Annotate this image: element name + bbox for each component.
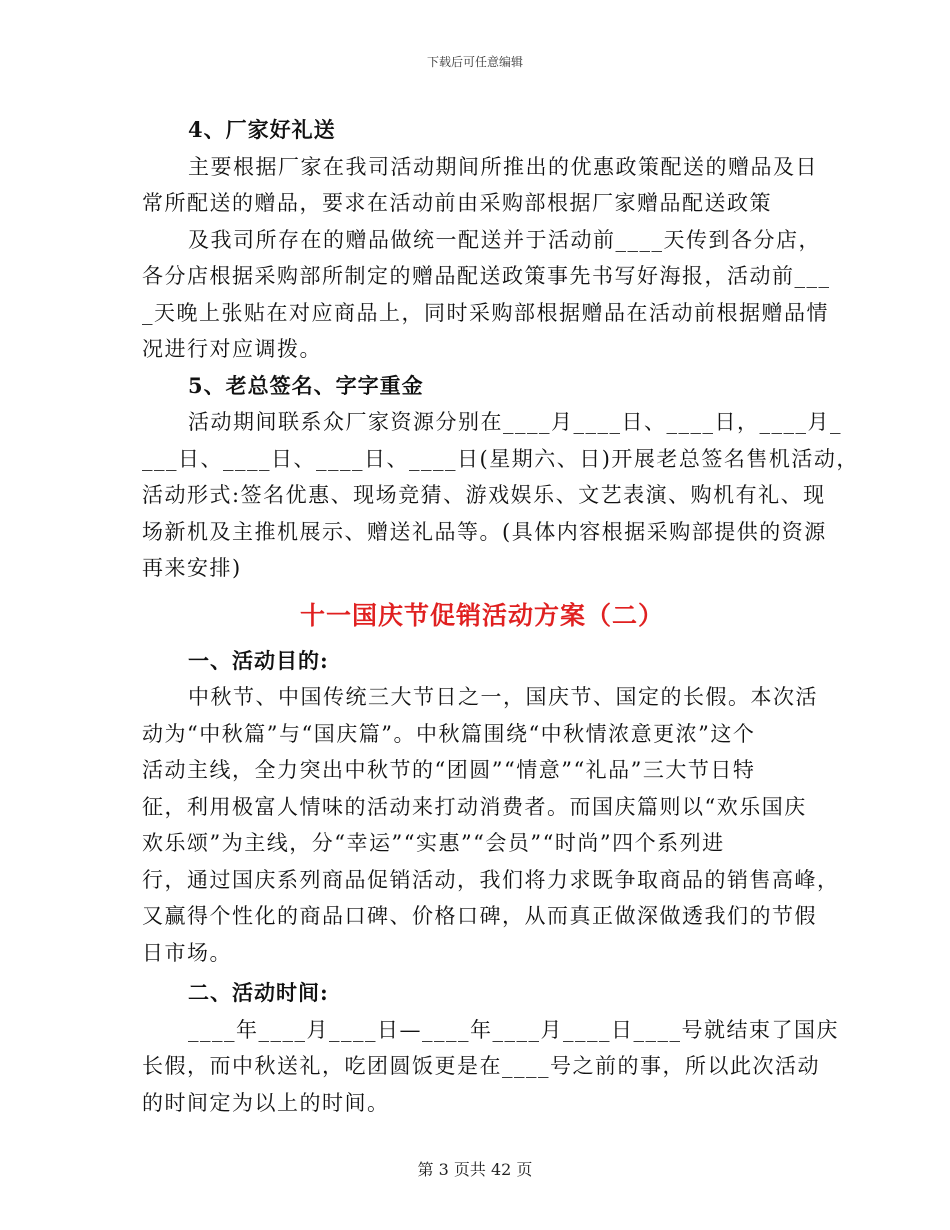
section-5-paragraph-line: 活动形式:签名优惠、现场竞猜、游戏娱乐、文艺表演、购机有礼、现 <box>142 483 826 507</box>
section-4-paragraph-line: 况进行对应调拨。 <box>142 337 322 361</box>
time-heading: 二、活动时间: <box>188 980 329 1005</box>
document-body <box>142 112 859 1121</box>
purpose-paragraph-line: 欢乐颂”为主线，分“幸运”“实惠”“会员”“时尚”四个系列进 <box>142 831 725 855</box>
purpose-paragraph-line: 又赢得个性化的商品口碑、价格口碑，从而真正做深做透我们的节假 <box>142 904 817 928</box>
section-4-paragraph-line: 常所配送的赠品，要求在活动前由采购部根据厂家赠品配送政策 <box>142 191 772 215</box>
section-5-paragraph-line: 活动期间联系众厂家资源分别在____月____日、____日，____月_ <box>188 410 842 434</box>
purpose-paragraph-line: 行，通过国庆系列商品促销活动，我们将力求既争取商品的销售高峰， <box>142 867 840 892</box>
purpose-heading: 一、活动目的: <box>188 647 329 673</box>
section-4-paragraph-line: 主要根据厂家在我司活动期间所推出的优惠政策配送的赠品及日 <box>188 154 818 179</box>
section-4-paragraph-line: 各分店根据采购部所制定的赠品配送政策事先书写好海报，活动前___ <box>142 264 831 288</box>
time-paragraph-line: 的时间定为以上的时间。 <box>142 1090 390 1115</box>
page-number: 第 3 页共 42 页 <box>417 1160 533 1179</box>
section-5-heading: 5、老总签名、字字重金 <box>188 372 424 398</box>
section-4-heading: 4、厂家好礼送 <box>188 117 336 142</box>
section-5-paragraph-line: ___日、____日、____日、____日(星期六、日)开展老总签名售机活动， <box>142 446 859 471</box>
purpose-paragraph-line: 中秋节、中国传统三大节日之一，国庆节、国定的长假。本次活 <box>188 685 818 709</box>
section-4-paragraph-line: 及我司所存在的赠品做统一配送并于活动前____天传到各分店， <box>188 227 821 252</box>
time-paragraph-line: ____年____月____日—____年____月____日____号就结束了国庆 <box>188 1017 839 1042</box>
section-4-paragraph-line: _天晚上张贴在对应商品上，同时采购部根据赠品在活动前根据赠品情 <box>142 300 829 325</box>
section-5-paragraph-line: 再来安排) <box>142 556 242 580</box>
page-header-note: 下载后可任意编辑 <box>426 55 523 69</box>
purpose-paragraph-line: 征，利用极富人情味的活动来打动消费者。而国庆篇则以“欢乐国庆 <box>142 794 807 819</box>
purpose-paragraph-line: 动为“中秋篇”与“国庆篇”。中秋篇围绕“中秋情浓意更浓”这个 <box>142 721 756 746</box>
time-paragraph-line: 长假，而中秋送礼，吃团圆饭更是在____号之前的事，所以此次活动 <box>142 1054 820 1078</box>
document-title: 十一国庆节促销活动方案（二） <box>299 600 664 630</box>
purpose-paragraph-line: 日市场。 <box>142 940 232 965</box>
section-5-paragraph-line: 场新机及主推机展示、赠送礼品等。(具体内容根据采购部提供的资源 <box>142 519 827 544</box>
purpose-paragraph-line: 活动主线，全力突出中秋节的“团圆”“情意”“礼品”三大节日特 <box>142 758 756 782</box>
